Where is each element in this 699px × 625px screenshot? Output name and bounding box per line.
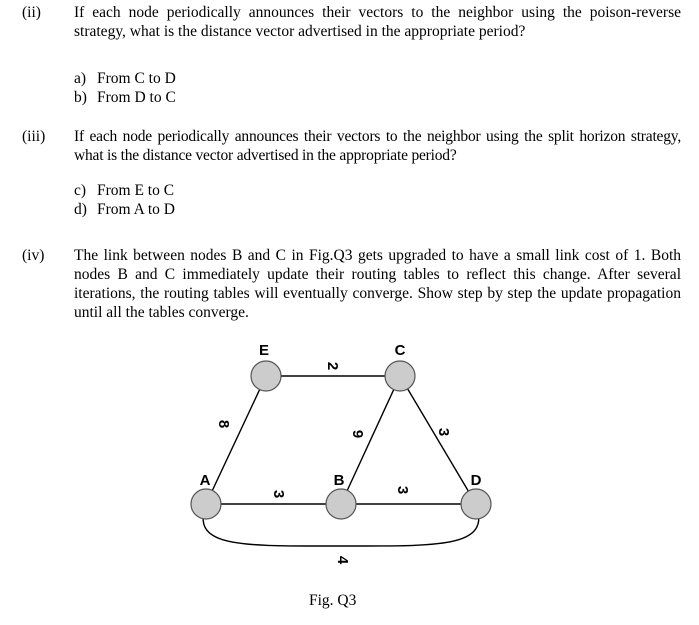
edge-e-c-label: 2 — [324, 361, 341, 371]
node-d-label: D — [470, 472, 482, 489]
edge-b-c-label: 9 — [349, 429, 366, 439]
node-d — [461, 489, 491, 519]
edge-b-d-label: 3 — [394, 485, 411, 495]
option-d-text: From A to D — [97, 201, 175, 218]
edge-b-c — [341, 376, 400, 504]
edge-c-d-label: 3 — [435, 427, 452, 437]
question-iv-line-1: The link between nodes B and C in Fig.Q3 gets upgraded to have a small link cost of 1. Both — [74, 247, 681, 264]
question-ii-line-1: If each node periodically announces their vectors to the neighbor using the poison-reverse — [74, 4, 681, 21]
question-iii-line-1: If each node periodically announces their vectors to the neighbor using the split horizon strategy, — [74, 128, 681, 145]
edge-a-e — [206, 376, 266, 504]
figure-caption: Fig. Q3 — [309, 592, 357, 609]
question-iv-line-2: nodes B and C immediately update their routing tables to reflect this change. After several — [74, 266, 681, 283]
option-d-label: d) — [74, 201, 87, 218]
node-b-label: B — [333, 472, 345, 489]
option-b-label: b) — [74, 89, 87, 106]
node-a — [191, 489, 221, 519]
option-c-text: From E to C — [97, 182, 175, 199]
node-a-label: A — [199, 472, 211, 489]
edge-a-e-label: 8 — [215, 419, 232, 429]
question-iii-number: (iii) — [22, 128, 46, 145]
node-e — [251, 361, 281, 391]
option-a-text: From C to D — [97, 70, 176, 87]
edge-a-d-label: 4 — [334, 555, 351, 565]
node-b — [326, 489, 356, 519]
question-iii-line-2: what is the distance vector advertised in the appropriate period? — [74, 147, 457, 164]
edge-a-b-label: 3 — [270, 489, 287, 499]
question-iv-line-4: until all the tables converge. — [74, 304, 249, 321]
node-e-label: E — [258, 342, 270, 359]
edge-c-d — [400, 376, 476, 504]
node-c — [385, 361, 415, 391]
question-ii-number: (ii) — [22, 4, 41, 21]
option-a-label: a) — [74, 70, 87, 87]
option-b-text: From D to C — [97, 89, 176, 106]
question-iv-line-3: iterations, the routing tables will eventually converge. Show step by step the update propagation — [74, 285, 681, 302]
question-iv-number: (iv) — [22, 247, 45, 264]
node-c-label: C — [394, 342, 406, 359]
option-c-label: c) — [74, 182, 87, 199]
question-ii-line-2: strategy, what is the distance vector advertised in the appropriate period? — [74, 23, 526, 40]
